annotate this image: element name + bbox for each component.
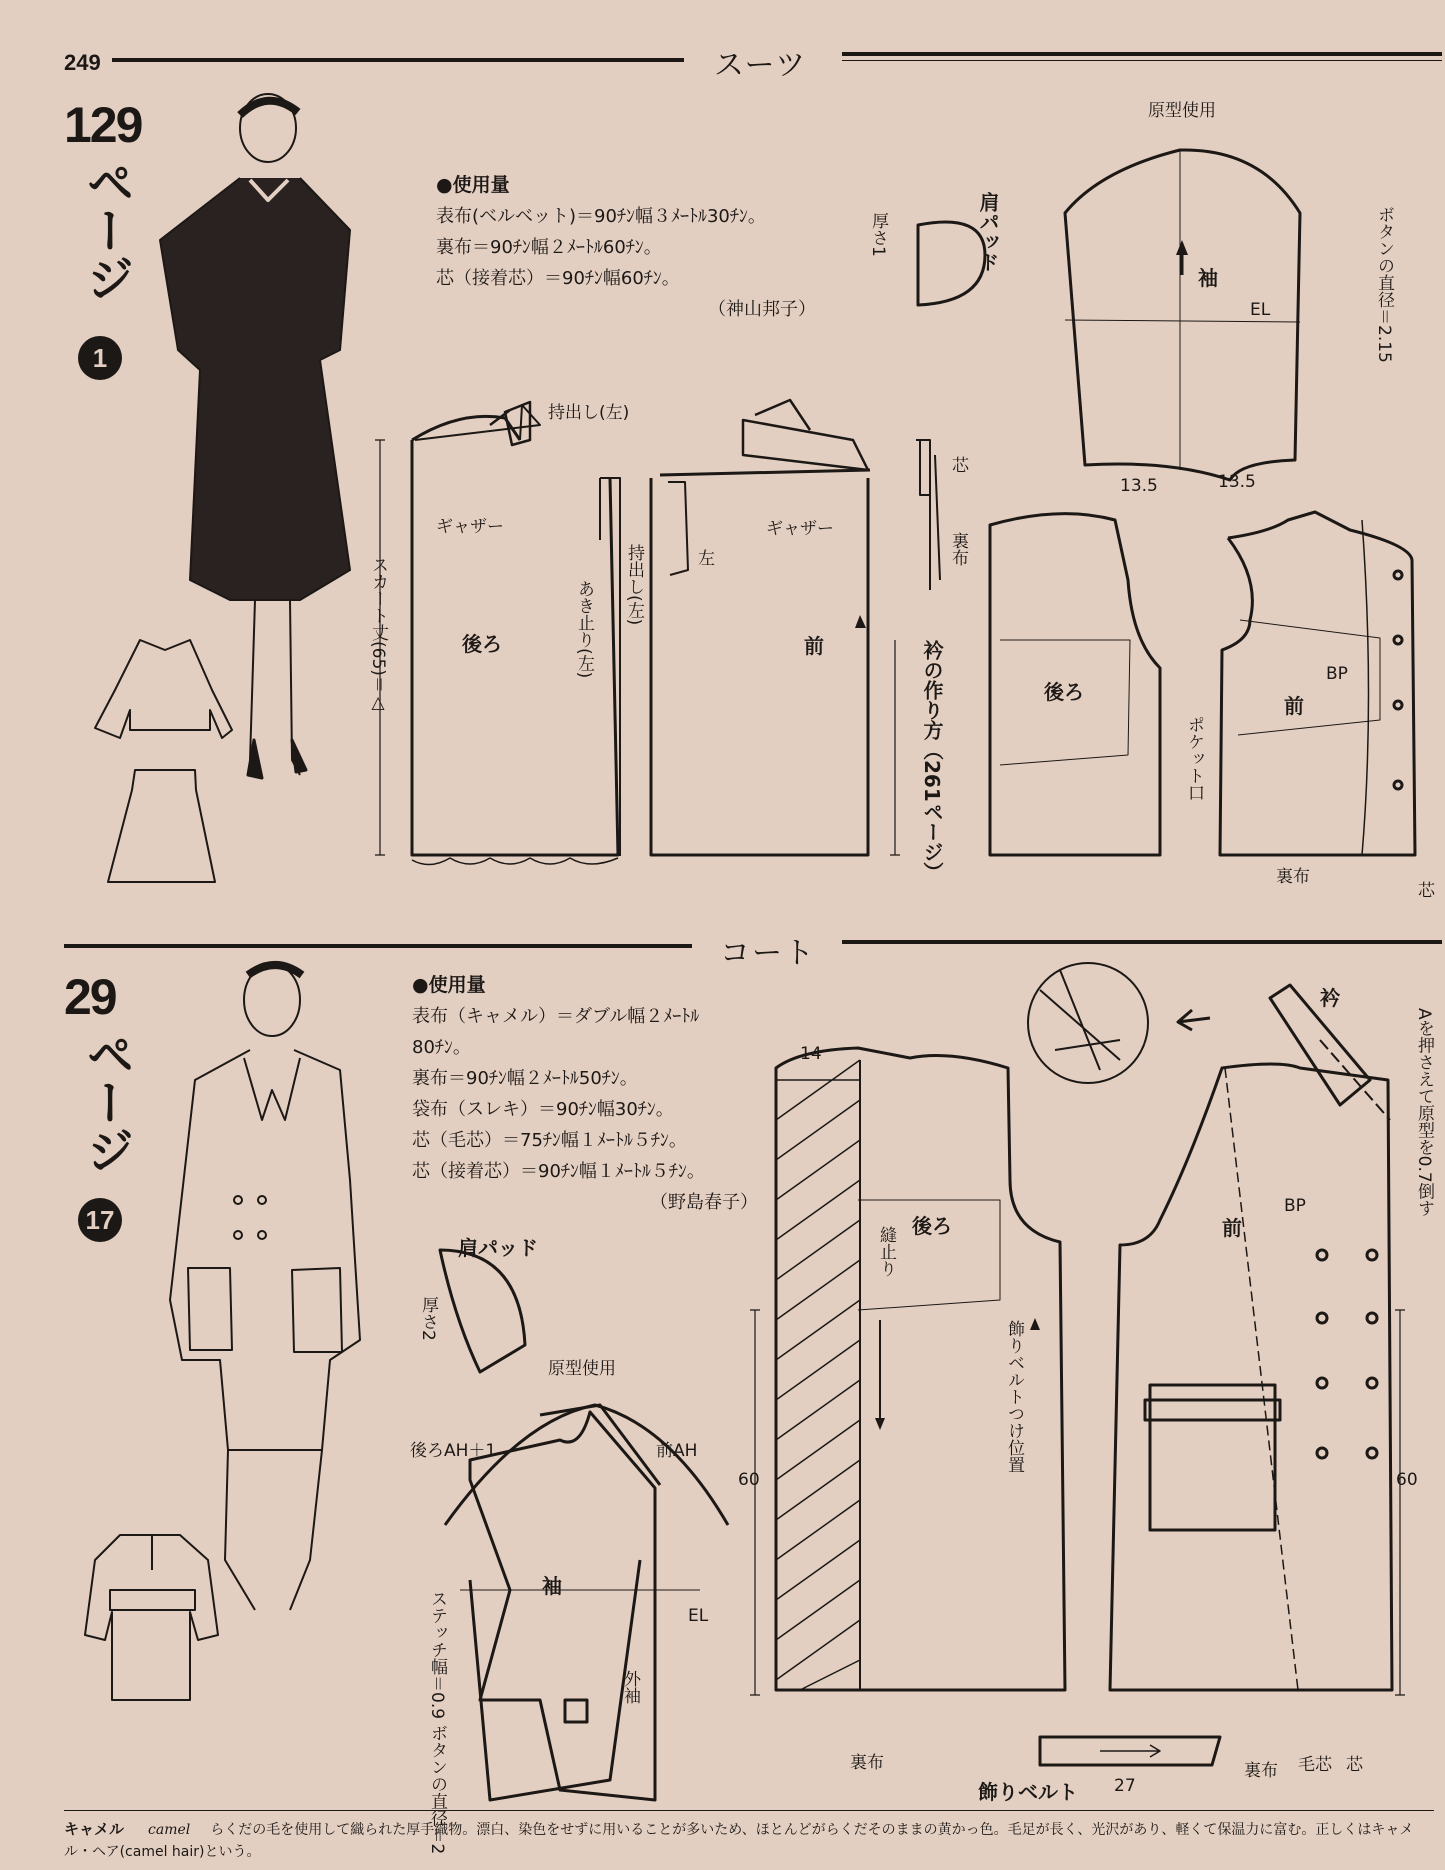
label-135-right: 13.5 [1218, 472, 1256, 492]
label-outer-sleeve: 外袖 [620, 1670, 640, 1704]
label-back-coat: 後ろ [912, 1214, 952, 1238]
label-lining-coat: 裏布 [850, 1753, 884, 1773]
page-number: 249 [64, 50, 101, 75]
label-back-armhole: 後ろAH＋1 [410, 1441, 497, 1461]
materials-heading: ●使用量 [412, 974, 486, 996]
jacket-flat-sketch [95, 640, 232, 738]
material-line: 芯（接着芯）＝90ﾁﾝ幅１ﾒｰﾄﾙ５ﾁﾝ。 [412, 1161, 705, 1182]
label-thickness: 厚さ1 [868, 212, 888, 257]
label-el-coat: EL [688, 1606, 709, 1626]
material-line: 裏布＝90ﾁﾝ幅２ﾒｰﾄﾙ50ﾁﾝ。 [412, 1068, 638, 1089]
label-shoulder-pad: 肩パッド [976, 192, 1000, 272]
collar-construction-detail [916, 440, 940, 590]
shoulder-pad-bottom [440, 1250, 525, 1372]
material-line: 80ﾁﾝ。 [412, 1037, 471, 1058]
ref-page-number-top: 129 [64, 97, 142, 153]
label-pocket-opening: ポケット口 [1184, 716, 1204, 801]
label-front-coat: 前 [1222, 1216, 1242, 1240]
collar-magnifier-detail [1028, 963, 1210, 1083]
label-a-note: Aを押さえて原型を0.7倒す [1414, 1008, 1434, 1217]
label-60-left: 60 [738, 1470, 760, 1490]
item-number-badge-top: 1 [78, 336, 122, 380]
label-gather-front: ギャザー [766, 519, 834, 539]
label-hair-canvas: 毛芯 [1298, 1755, 1332, 1775]
dimension-lines [375, 440, 1405, 1695]
decorative-belt-pattern [1040, 1737, 1220, 1765]
section-title-suits: スーツ [714, 48, 808, 83]
label-button-diameter: ボタンの直径＝2.15 [1374, 206, 1394, 363]
label-el: EL [1250, 300, 1271, 320]
label-interfacing-jacket: 芯 [1418, 881, 1435, 901]
label-stitch-width: ステッチ幅＝0.9 ボタンの直径＝2 [427, 1590, 447, 1855]
material-line: 芯（接着芯）＝90ﾁﾝ幅60ﾁﾝ。 [436, 268, 680, 289]
coat-back-flat-sketch [85, 1535, 218, 1700]
label-lining-jacket: 裏布 [1276, 867, 1310, 887]
label-interfacing-coat: 芯 [1346, 1755, 1363, 1775]
label-mochidashi-side: 持出し(左) [624, 544, 644, 626]
suit-figure-illustration [160, 94, 350, 778]
label-thickness-coat: 厚さ2 [418, 1296, 438, 1341]
ref-page-number-bottom: 29 [64, 969, 116, 1025]
label-decorative-belt: 飾りベルト [978, 1780, 1078, 1804]
glossary-definition: らくだの毛を使用して織られた厚手織物。漂白、染色をせずに用いることが多いため、ほとんどがらくだそのままの黄かっ色。毛足が長く、光沢があり、軽くて保温力に富む。正しくはキャメル・ヘア(camel hair)という。 [64, 1822, 1414, 1860]
bodice-front-pattern [651, 400, 870, 855]
label-27: 27 [1114, 1776, 1136, 1796]
glossary-term-english: camel [148, 1822, 191, 1838]
ref-page-label-bottom: ページ [78, 1030, 134, 1174]
label-60-right: 60 [1396, 1470, 1418, 1490]
hatched-grain-panel [776, 1060, 860, 1690]
coat-front-pattern [1110, 985, 1392, 1690]
label-collar-method: 衿の作り方（261ページ） [920, 640, 944, 882]
materials-heading: ●使用量 [436, 174, 510, 196]
label-left: 左 [698, 549, 715, 569]
label-front-top: 前 [804, 634, 824, 658]
skirt-flat-sketch [108, 770, 215, 882]
label-gather-back: ギャザー [436, 517, 504, 537]
label-back-jacket: 後ろ [1044, 680, 1084, 704]
label-lining: 裏布 [948, 532, 968, 566]
label-sleeve: 袖 [1198, 266, 1218, 290]
author-name: （神山邦子） [708, 299, 816, 320]
section-title-coat: コート [720, 936, 816, 971]
label-skirt-length: スカート丈(65)＝△ [368, 556, 388, 713]
material-line: 袋布（スレキ）＝90ﾁﾝ幅30ﾁﾝ。 [412, 1099, 674, 1120]
material-line: 表布（キャメル）＝ダブル幅２ﾒｰﾄﾙ [412, 1006, 700, 1027]
label-interfacing: 芯 [948, 456, 968, 473]
glossary-term: キャメル [64, 1820, 125, 1838]
material-line: 裏布＝90ﾁﾝ幅２ﾒｰﾄﾙ60ﾁﾝ。 [436, 237, 662, 258]
jacket-front-pattern [1220, 512, 1415, 855]
label-back-top: 後ろ [462, 632, 502, 656]
label-bust-point-coat: BP [1284, 1196, 1306, 1216]
label-front-armhole: 前AH [656, 1441, 698, 1461]
label-135-left: 13.5 [1120, 476, 1158, 496]
coat-sleeve-pattern [445, 1405, 728, 1800]
label-sleeve-coat: 袖 [542, 1574, 562, 1598]
ref-page-label-top: ページ [78, 158, 134, 302]
label-genkei-shiyo: 原型使用 [1148, 101, 1216, 121]
glossary-footnote [64, 1818, 1424, 1863]
author-name: （野島春子） [650, 1192, 758, 1213]
material-line: 芯（毛芯）＝75ﾁﾝ幅１ﾒｰﾄﾙ５ﾁﾝ。 [412, 1130, 687, 1151]
item-number-badge-bottom: 17 [78, 1198, 122, 1242]
label-lining-front: 裏布 [1244, 1761, 1278, 1781]
label-14: 14 [800, 1044, 822, 1064]
footer-rule [64, 1810, 1434, 1811]
label-shoulder-pad-coat: 肩パッド [458, 1236, 538, 1260]
label-genkei-shiyo-coat: 原型使用 [548, 1359, 616, 1379]
label-akidomari: あき止り(左) [574, 580, 594, 679]
label-mochidashi-top: 持出し(左) [548, 403, 630, 423]
label-collar: 衿 [1320, 986, 1340, 1010]
coat-figure-illustration [170, 964, 360, 1610]
material-line: 表布(ベルベット)＝90ﾁﾝ幅３ﾒｰﾄﾙ30ﾁﾝ。 [436, 206, 766, 227]
label-belt-position: 飾りベルトつけ位置 [1004, 1320, 1024, 1473]
label-sewing-stop: 縫止り [876, 1226, 896, 1277]
label-bust-point: BP [1326, 664, 1348, 684]
label-front-jacket: 前 [1284, 694, 1304, 718]
